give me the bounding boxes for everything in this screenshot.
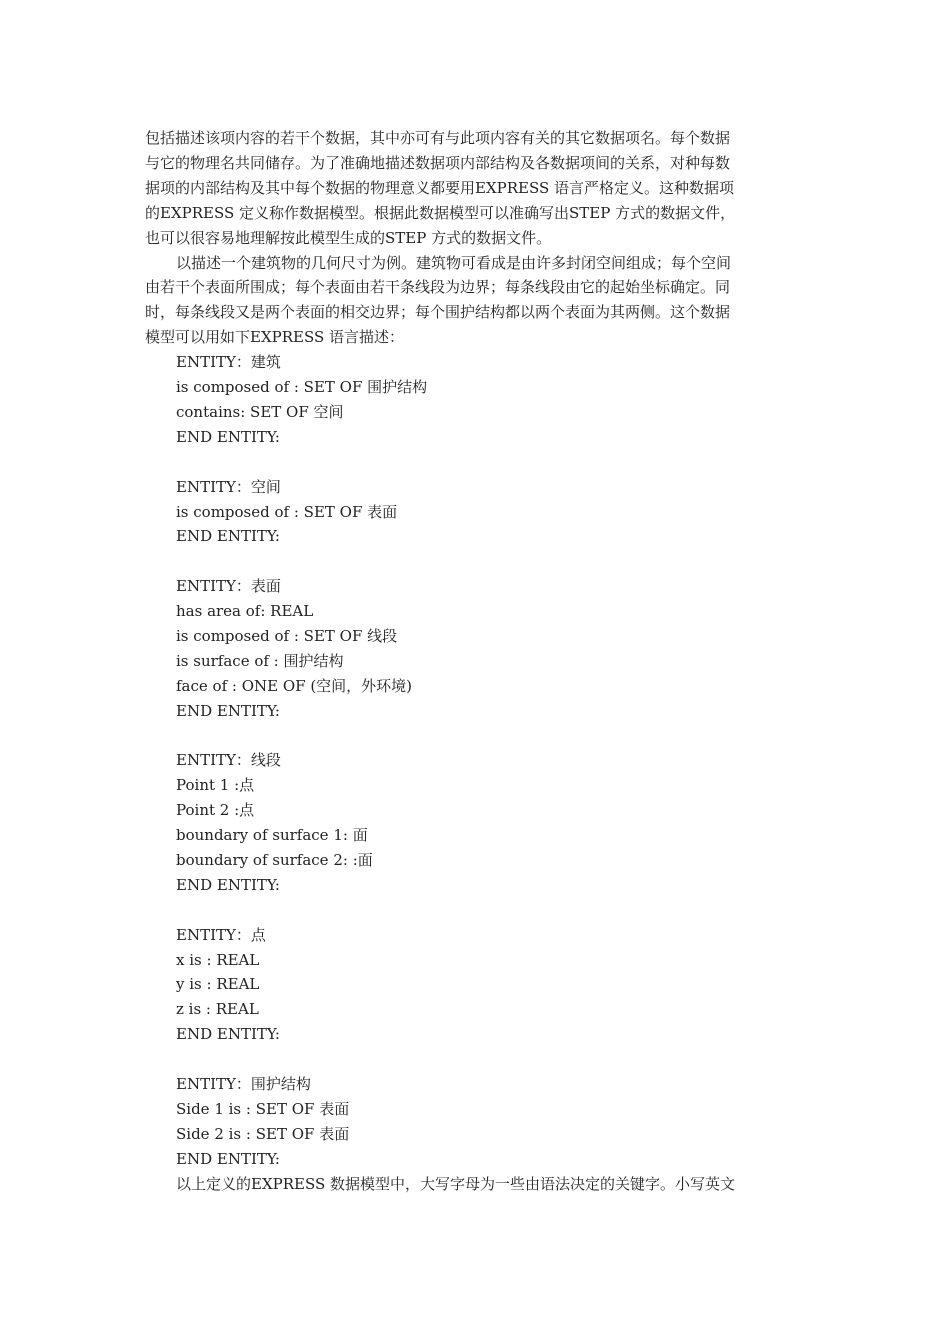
code-line: y is : REAL xyxy=(176,975,260,994)
text-line: 以描述一个建筑物的几何尺寸为例。建筑物可看成是由许多封闭空间组成；每个空间 xyxy=(176,253,732,272)
code-line xyxy=(145,1047,775,1072)
code-line: is surface of : 围护结构 xyxy=(176,651,344,670)
text-line: 模型可以用如下EXPRESS 语言描述： xyxy=(145,328,405,347)
code-line: is composed of : SET OF 围护结构 xyxy=(176,378,428,397)
code-line: END ENTITY: xyxy=(176,1149,280,1168)
code-line xyxy=(145,549,775,574)
text-line: 的EXPRESS 定义称作数据模型。根据此数据模型可以准确写出STEP 方式的数据文件， xyxy=(145,203,736,222)
code-line xyxy=(145,450,775,475)
code-line: boundary of surface 1: 面 xyxy=(176,826,368,845)
code-line: ENTITY：空间 xyxy=(176,477,281,496)
code-line: END ENTITY: xyxy=(176,701,280,720)
code-line xyxy=(145,724,775,749)
code-line: x is : REAL xyxy=(176,950,260,969)
closing-text-line: 以上定义的EXPRESS 数据模型中，大写字母为一些由语法决定的关键字。小写英文 xyxy=(176,1174,736,1193)
code-line: ENTITY：围护结构 xyxy=(176,1074,311,1093)
code-line: is composed of : SET OF 表面 xyxy=(176,502,398,521)
code-line: Side 1 is : SET OF 表面 xyxy=(176,1099,350,1118)
code-line: Side 2 is : SET OF 表面 xyxy=(176,1124,350,1143)
text-line: 时，每条线段又是两个表面的相交边界；每个围护结构都以两个表面为其两侧。这个数据 xyxy=(145,303,731,322)
code-line: ENTITY：建筑 xyxy=(176,353,281,372)
code-line: boundary of surface 2: :面 xyxy=(176,850,373,869)
example-paragraph xyxy=(145,251,775,351)
code-line: END ENTITY: xyxy=(176,1025,280,1044)
code-line: ENTITY：线段 xyxy=(176,751,281,770)
code-line: Point 1 :点 xyxy=(176,776,255,795)
express-code-block xyxy=(145,350,775,1171)
code-line: contains: SET OF 空间 xyxy=(176,402,344,421)
code-line: z is : REAL xyxy=(176,1000,259,1019)
code-line: END ENTITY: xyxy=(176,527,280,546)
code-line: ENTITY：点 xyxy=(176,925,266,944)
text-line: 与它的物理名共同储存。为了准确地描述数据项内部结构及各数据项间的关系，对种每数 xyxy=(145,153,731,172)
code-line: END ENTITY: xyxy=(176,427,280,446)
code-line: face of : ONE OF (空间，外环境) xyxy=(176,676,413,695)
code-line: Point 2 :点 xyxy=(176,801,255,820)
text-line: 据项的内部结构及其中每个数据的物理意义都要用EXPRESS 语言严格定义。这种数据项 xyxy=(145,178,735,197)
code-line: ENTITY：表面 xyxy=(176,577,281,596)
code-line: is composed of : SET OF 线段 xyxy=(176,626,398,645)
document-body xyxy=(145,126,775,1196)
code-line: has area of: REAL xyxy=(176,602,314,621)
text-line: 包括描述该项内容的若干个数据，其中亦可有与此项内容有关的其它数据项名。每个数据 xyxy=(145,129,731,147)
code-line xyxy=(145,898,775,923)
code-line: END ENTITY: xyxy=(176,875,280,894)
text-line: 由若干个表面所围成；每个表面由若干条线段为边界；每条线段由它的起始坐标确定。同 xyxy=(145,278,731,297)
intro-paragraph xyxy=(145,126,775,251)
text-line: 也可以很容易地理解按此模型生成的STEP 方式的数据文件。 xyxy=(145,228,552,247)
